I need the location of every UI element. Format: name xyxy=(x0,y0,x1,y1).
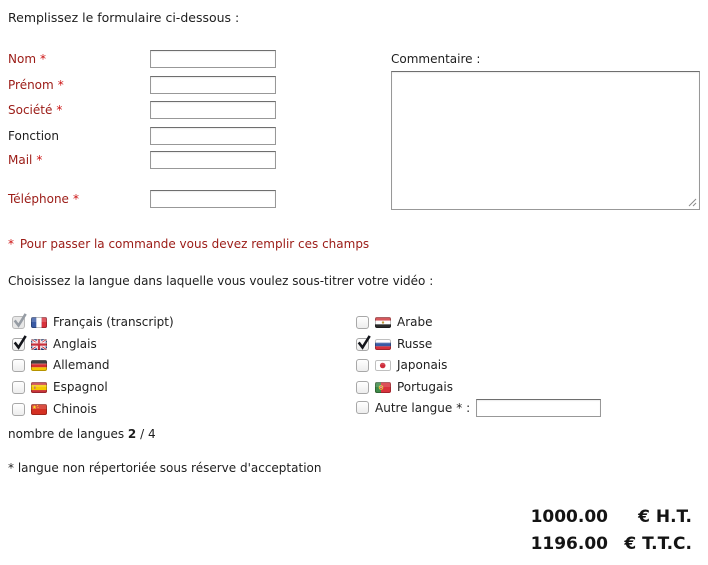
autre-langue-suffix: * : xyxy=(456,400,471,415)
language-row-russe xyxy=(356,336,432,352)
page-title: Remplissez le formulaire ci-dessous : xyxy=(8,10,240,25)
flag-portugal-icon xyxy=(375,382,391,393)
language-label: Chinois xyxy=(53,402,97,416)
telephone-label: Téléphone * xyxy=(8,192,79,206)
price-ht-amount: 1000.00 xyxy=(530,507,608,527)
form-row-telephone xyxy=(8,190,276,208)
francais-checkbox xyxy=(12,316,25,329)
language-label: Portugais xyxy=(397,380,453,394)
form-row-societe xyxy=(8,101,276,119)
form-row-prenom xyxy=(8,76,276,94)
required-star: * xyxy=(72,192,79,206)
flag-uk-icon xyxy=(31,339,47,350)
checkmark-icon xyxy=(357,335,371,351)
flag-france-icon xyxy=(31,317,47,328)
flag-germany-icon xyxy=(31,360,47,371)
flag-spain-icon xyxy=(31,382,47,393)
nom-input[interactable] xyxy=(150,50,276,68)
language-row-autre xyxy=(356,398,601,417)
mail-input[interactable] xyxy=(150,151,276,169)
other-language-footnote: * langue non répertoriée sous réserve d'acceptation xyxy=(8,461,322,475)
fonction-label: Fonction xyxy=(8,129,60,143)
language-label: Espagnol xyxy=(53,380,108,394)
language-row-portugais xyxy=(356,379,453,395)
form-row-mail xyxy=(8,151,276,169)
allemand-checkbox[interactable] xyxy=(12,359,25,372)
required-star: * xyxy=(56,103,63,117)
comment-textarea[interactable] xyxy=(391,71,700,210)
language-row-arabe xyxy=(356,314,433,330)
telephone-input[interactable] xyxy=(150,190,276,208)
price-ht-line xyxy=(516,504,692,531)
nom-label: Nom * xyxy=(8,52,47,66)
fonction-input[interactable] xyxy=(150,127,276,145)
societe-input[interactable] xyxy=(150,101,276,119)
flag-china-icon xyxy=(31,404,47,415)
autre-langue-input[interactable] xyxy=(476,399,601,417)
language-row-allemand xyxy=(12,357,110,373)
arabe-checkbox[interactable] xyxy=(356,316,369,329)
language-count: nombre de langues 2 / 4 xyxy=(8,427,156,441)
language-row-anglais xyxy=(12,336,97,352)
prenom-label: Prénom * xyxy=(8,78,64,92)
language-label: Français (transcript) xyxy=(53,315,174,329)
flag-russia-icon xyxy=(375,339,391,350)
comment-label: Commentaire : xyxy=(391,52,481,66)
autre-langue-label: Autre langue xyxy=(375,400,453,415)
required-star: * xyxy=(57,78,64,92)
language-row-francais xyxy=(12,314,174,330)
required-star: * xyxy=(8,237,14,251)
flag-japan-icon xyxy=(375,360,391,371)
japonais-checkbox[interactable] xyxy=(356,359,369,372)
language-prompt: Choisissez la langue dans laquelle vous voulez sous-titrer votre vidéo : xyxy=(8,274,434,288)
required-star: * xyxy=(40,52,47,66)
price-ttc-amount: 1196.00 xyxy=(530,534,608,554)
checkmark-icon xyxy=(13,335,27,351)
form-row-fonction xyxy=(8,127,276,145)
language-label: Russe xyxy=(397,337,433,351)
price-ttc-line xyxy=(516,531,692,558)
language-label: Allemand xyxy=(53,358,110,372)
price-ht-label: € H.T. xyxy=(638,507,692,527)
language-label: Arabe xyxy=(397,315,433,329)
required-star: * xyxy=(36,153,43,167)
pricing-summary xyxy=(516,504,692,558)
checkmark-icon xyxy=(13,313,27,329)
chinois-checkbox[interactable] xyxy=(12,403,25,416)
espagnol-checkbox[interactable] xyxy=(12,381,25,394)
language-row-chinois xyxy=(12,401,97,417)
russe-checkbox[interactable] xyxy=(356,338,369,351)
required-fields-note: * Pour passer la commande vous devez remplir ces champs xyxy=(8,237,370,251)
language-label: Anglais xyxy=(53,337,97,351)
language-row-japonais xyxy=(356,357,447,373)
autre-langue-checkbox[interactable] xyxy=(356,401,369,414)
portugais-checkbox[interactable] xyxy=(356,381,369,394)
prenom-input[interactable] xyxy=(150,76,276,94)
language-row-espagnol xyxy=(12,379,108,395)
price-ttc-label: € T.T.C. xyxy=(624,534,692,554)
language-label: Japonais xyxy=(397,358,448,372)
form-row-nom xyxy=(8,50,276,68)
anglais-checkbox[interactable] xyxy=(12,338,25,351)
flag-egypt-icon xyxy=(375,317,391,328)
language-count-value: 2 xyxy=(127,427,137,441)
mail-label: Mail * xyxy=(8,153,43,167)
societe-label: Société * xyxy=(8,103,63,117)
comment-wrap xyxy=(391,71,700,210)
